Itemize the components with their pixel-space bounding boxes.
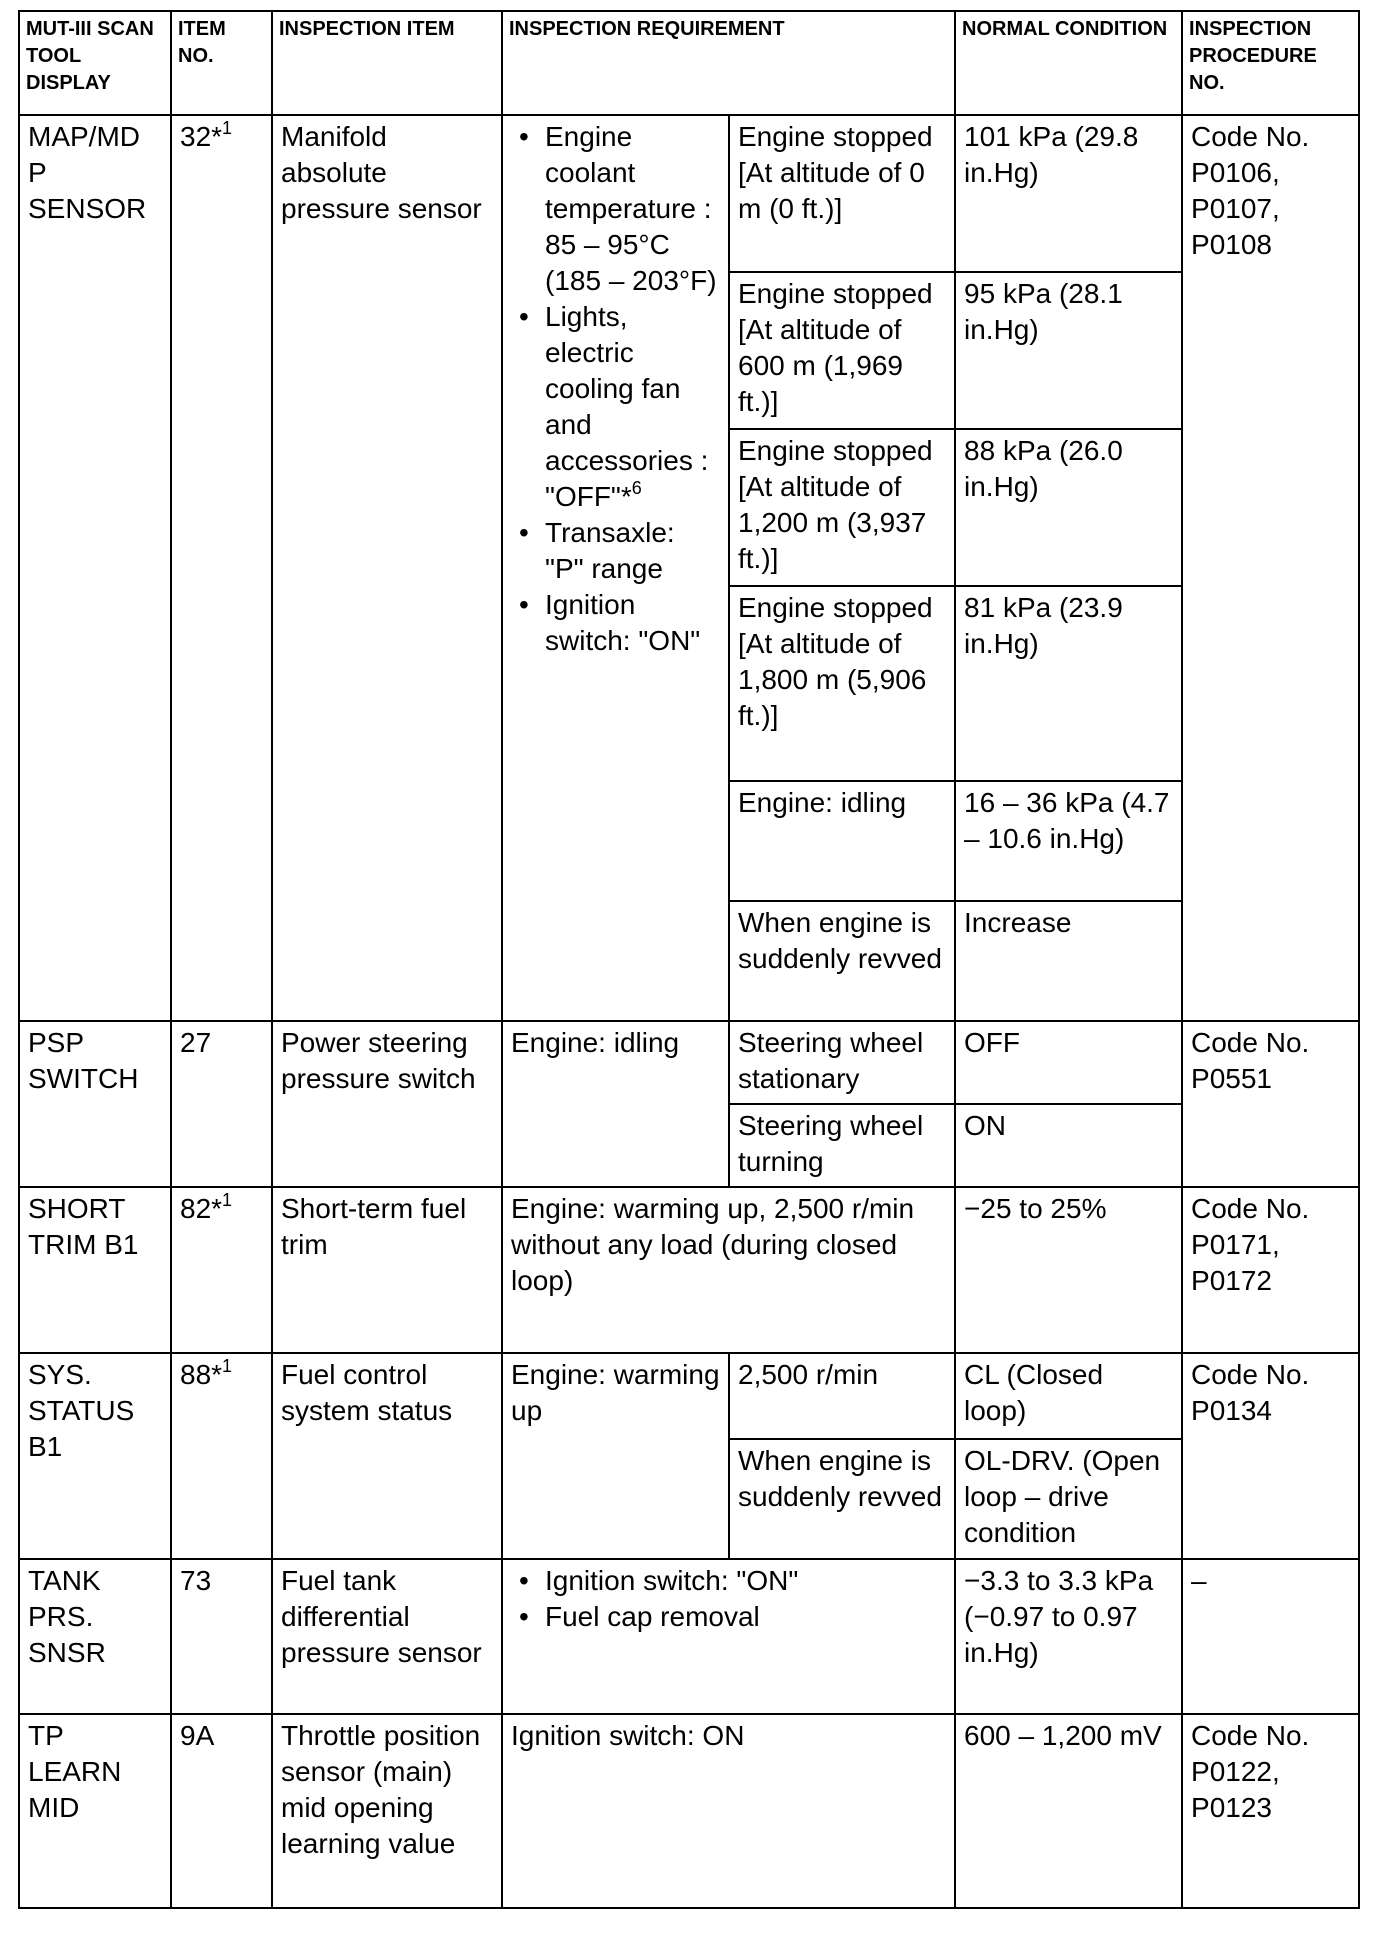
psp-condition-2: Steering wheel turning <box>729 1104 955 1187</box>
tank-display: TANK PRS. SNSR <box>19 1559 171 1714</box>
header-display: MUT-III SCAN TOOL DISPLAY <box>19 11 171 115</box>
tp-learn-item <box>272 1714 502 1908</box>
map-display: MAP/MD P SENSOR <box>19 115 171 1021</box>
map-condition-6: When engine is suddenly revved <box>729 901 955 1021</box>
psp-item-no: 27 <box>171 1021 272 1187</box>
short-trim-requirement: Engine: warming up, 2,500 r/min without any load (during closed loop) <box>502 1187 955 1353</box>
list-item: • Engine coolant temperature : 85 – 95°C (185 – 203°F) <box>511 119 720 299</box>
table-row-tank <box>19 1559 1359 1714</box>
map-normal-1: 101 kPa (29.8 in.Hg) <box>955 115 1182 272</box>
tp-learn-item-line-2: mid opening learning value <box>281 1792 456 1859</box>
tank-requirement-list <box>511 1563 946 1635</box>
tp-learn-requirement: Ignition switch: ON <box>502 1714 955 1908</box>
psp-procedure: Code No. P0551 <box>1182 1021 1359 1187</box>
short-trim-display: SHORT TRIM B1 <box>19 1187 171 1353</box>
map-procedure: Code No. P0106, P0107, P0108 <box>1182 115 1359 1021</box>
tank-item: Fuel tank differential pressure sensor <box>272 1559 502 1714</box>
sys-status-normal-2: OL-DRV. (Open loop – drive condition <box>955 1439 1182 1559</box>
table-row-short-trim <box>19 1187 1359 1353</box>
map-normal-4: 81 kPa (23.9 in.Hg) <box>955 586 1182 781</box>
list-item: • Fuel cap removal <box>511 1599 946 1635</box>
map-item-no <box>171 115 272 1021</box>
map-normal-6: Increase <box>955 901 1182 1021</box>
list-item: • Transaxle: "P" range <box>511 515 720 587</box>
tank-procedure: – <box>1182 1559 1359 1714</box>
map-req-note: 6 <box>631 478 642 498</box>
psp-condition-1: Steering wheel stationary <box>729 1021 955 1104</box>
psp-display: PSP SWITCH <box>19 1021 171 1187</box>
header-inspection-item: INSPECTION ITEM <box>272 11 502 115</box>
sys-status-normal-1: CL (Closed loop) <box>955 1353 1182 1439</box>
table-row-psp-1 <box>19 1021 1359 1104</box>
sys-status-item-no-text: 88* <box>180 1359 223 1390</box>
map-condition-2: Engine stopped [At altitude of 600 m (1,969 ft.)] <box>729 272 955 429</box>
tp-learn-procedure: Code No. P0122, P0123 <box>1182 1714 1359 1908</box>
map-item-no-text: 32* <box>180 121 223 152</box>
inspection-table-page <box>18 10 1358 1909</box>
map-condition-5: Engine: idling <box>729 781 955 901</box>
psp-normal-2: ON <box>955 1104 1182 1187</box>
short-trim-normal: −25 to 25% <box>955 1187 1182 1353</box>
table-row-sys-status-1 <box>19 1353 1359 1439</box>
map-condition-3: Engine stopped [At altitude of 1,200 m (3,937 ft.)] <box>729 429 955 586</box>
list-item: • Ignition switch: "ON" <box>511 587 720 659</box>
header-row <box>19 11 1359 115</box>
tank-item-no: 73 <box>171 1559 272 1714</box>
tp-learn-item-line-1: Throttle position sensor (main) <box>281 1720 481 1787</box>
sys-status-requirement: Engine: warming up <box>502 1353 729 1559</box>
short-trim-item: Short-term fuel trim <box>272 1187 502 1353</box>
table-row-map-1 <box>19 115 1359 272</box>
short-trim-item-no <box>171 1187 272 1353</box>
sys-status-procedure: Code No. P0134 <box>1182 1353 1359 1559</box>
map-normal-3: 88 kPa (26.0 in.Hg) <box>955 429 1182 586</box>
tp-learn-display: TP LEARN MID <box>19 1714 171 1908</box>
sys-status-condition-2: When engine is suddenly revved <box>729 1439 955 1559</box>
map-item-note: 1 <box>222 118 233 138</box>
map-condition-1: Engine stopped [At altitude of 0 m (0 ft.)] <box>729 115 955 272</box>
tp-learn-normal: 600 – 1,200 mV <box>955 1714 1182 1908</box>
map-normal-5: 16 – 36 kPa (4.7 – 10.6 in.Hg) <box>955 781 1182 901</box>
header-inspection-requirement: INSPECTION REQUIREMENT <box>502 11 955 115</box>
header-procedure-no: INSPECTION PROCEDURE NO. <box>1182 11 1359 115</box>
tank-normal: −3.3 to 3.3 kPa (−0.97 to 0.97 in.Hg) <box>955 1559 1182 1714</box>
tank-requirement <box>502 1559 955 1714</box>
header-normal-condition: NORMAL CONDITION <box>955 11 1182 115</box>
psp-requirement: Engine: idling <box>502 1021 729 1187</box>
sys-status-item-note: 1 <box>222 1356 233 1376</box>
map-condition-4: Engine stopped [At altitude of 1,800 m (5,906 ft.)] <box>729 586 955 781</box>
map-normal-2: 95 kPa (28.1 in.Hg) <box>955 272 1182 429</box>
short-trim-item-note: 1 <box>222 1190 233 1210</box>
map-req-lights: Lights, electric cooling fan and accessories : "OFF"* <box>545 301 709 512</box>
psp-normal-1: OFF <box>955 1021 1182 1104</box>
sys-status-item: Fuel control system status <box>272 1353 502 1559</box>
list-item: • Ignition switch: "ON" <box>511 1563 946 1599</box>
psp-item: Power steering pressure switch <box>272 1021 502 1187</box>
list-item <box>511 299 720 515</box>
sys-status-display: SYS. STATUS B1 <box>19 1353 171 1559</box>
map-item: Manifold absolute pressure sensor <box>272 115 502 1021</box>
sys-status-item-no <box>171 1353 272 1559</box>
map-requirement-list <box>511 119 720 659</box>
sys-status-condition-1: 2,500 r/min <box>729 1353 955 1439</box>
header-item-no: ITEM NO. <box>171 11 272 115</box>
tp-learn-item-no: 9A <box>171 1714 272 1908</box>
short-trim-procedure: Code No. P0171, P0172 <box>1182 1187 1359 1353</box>
inspection-table <box>18 10 1360 1909</box>
table-row-tp-learn <box>19 1714 1359 1908</box>
short-trim-item-no-text: 82* <box>180 1193 223 1224</box>
map-requirement <box>502 115 729 1021</box>
